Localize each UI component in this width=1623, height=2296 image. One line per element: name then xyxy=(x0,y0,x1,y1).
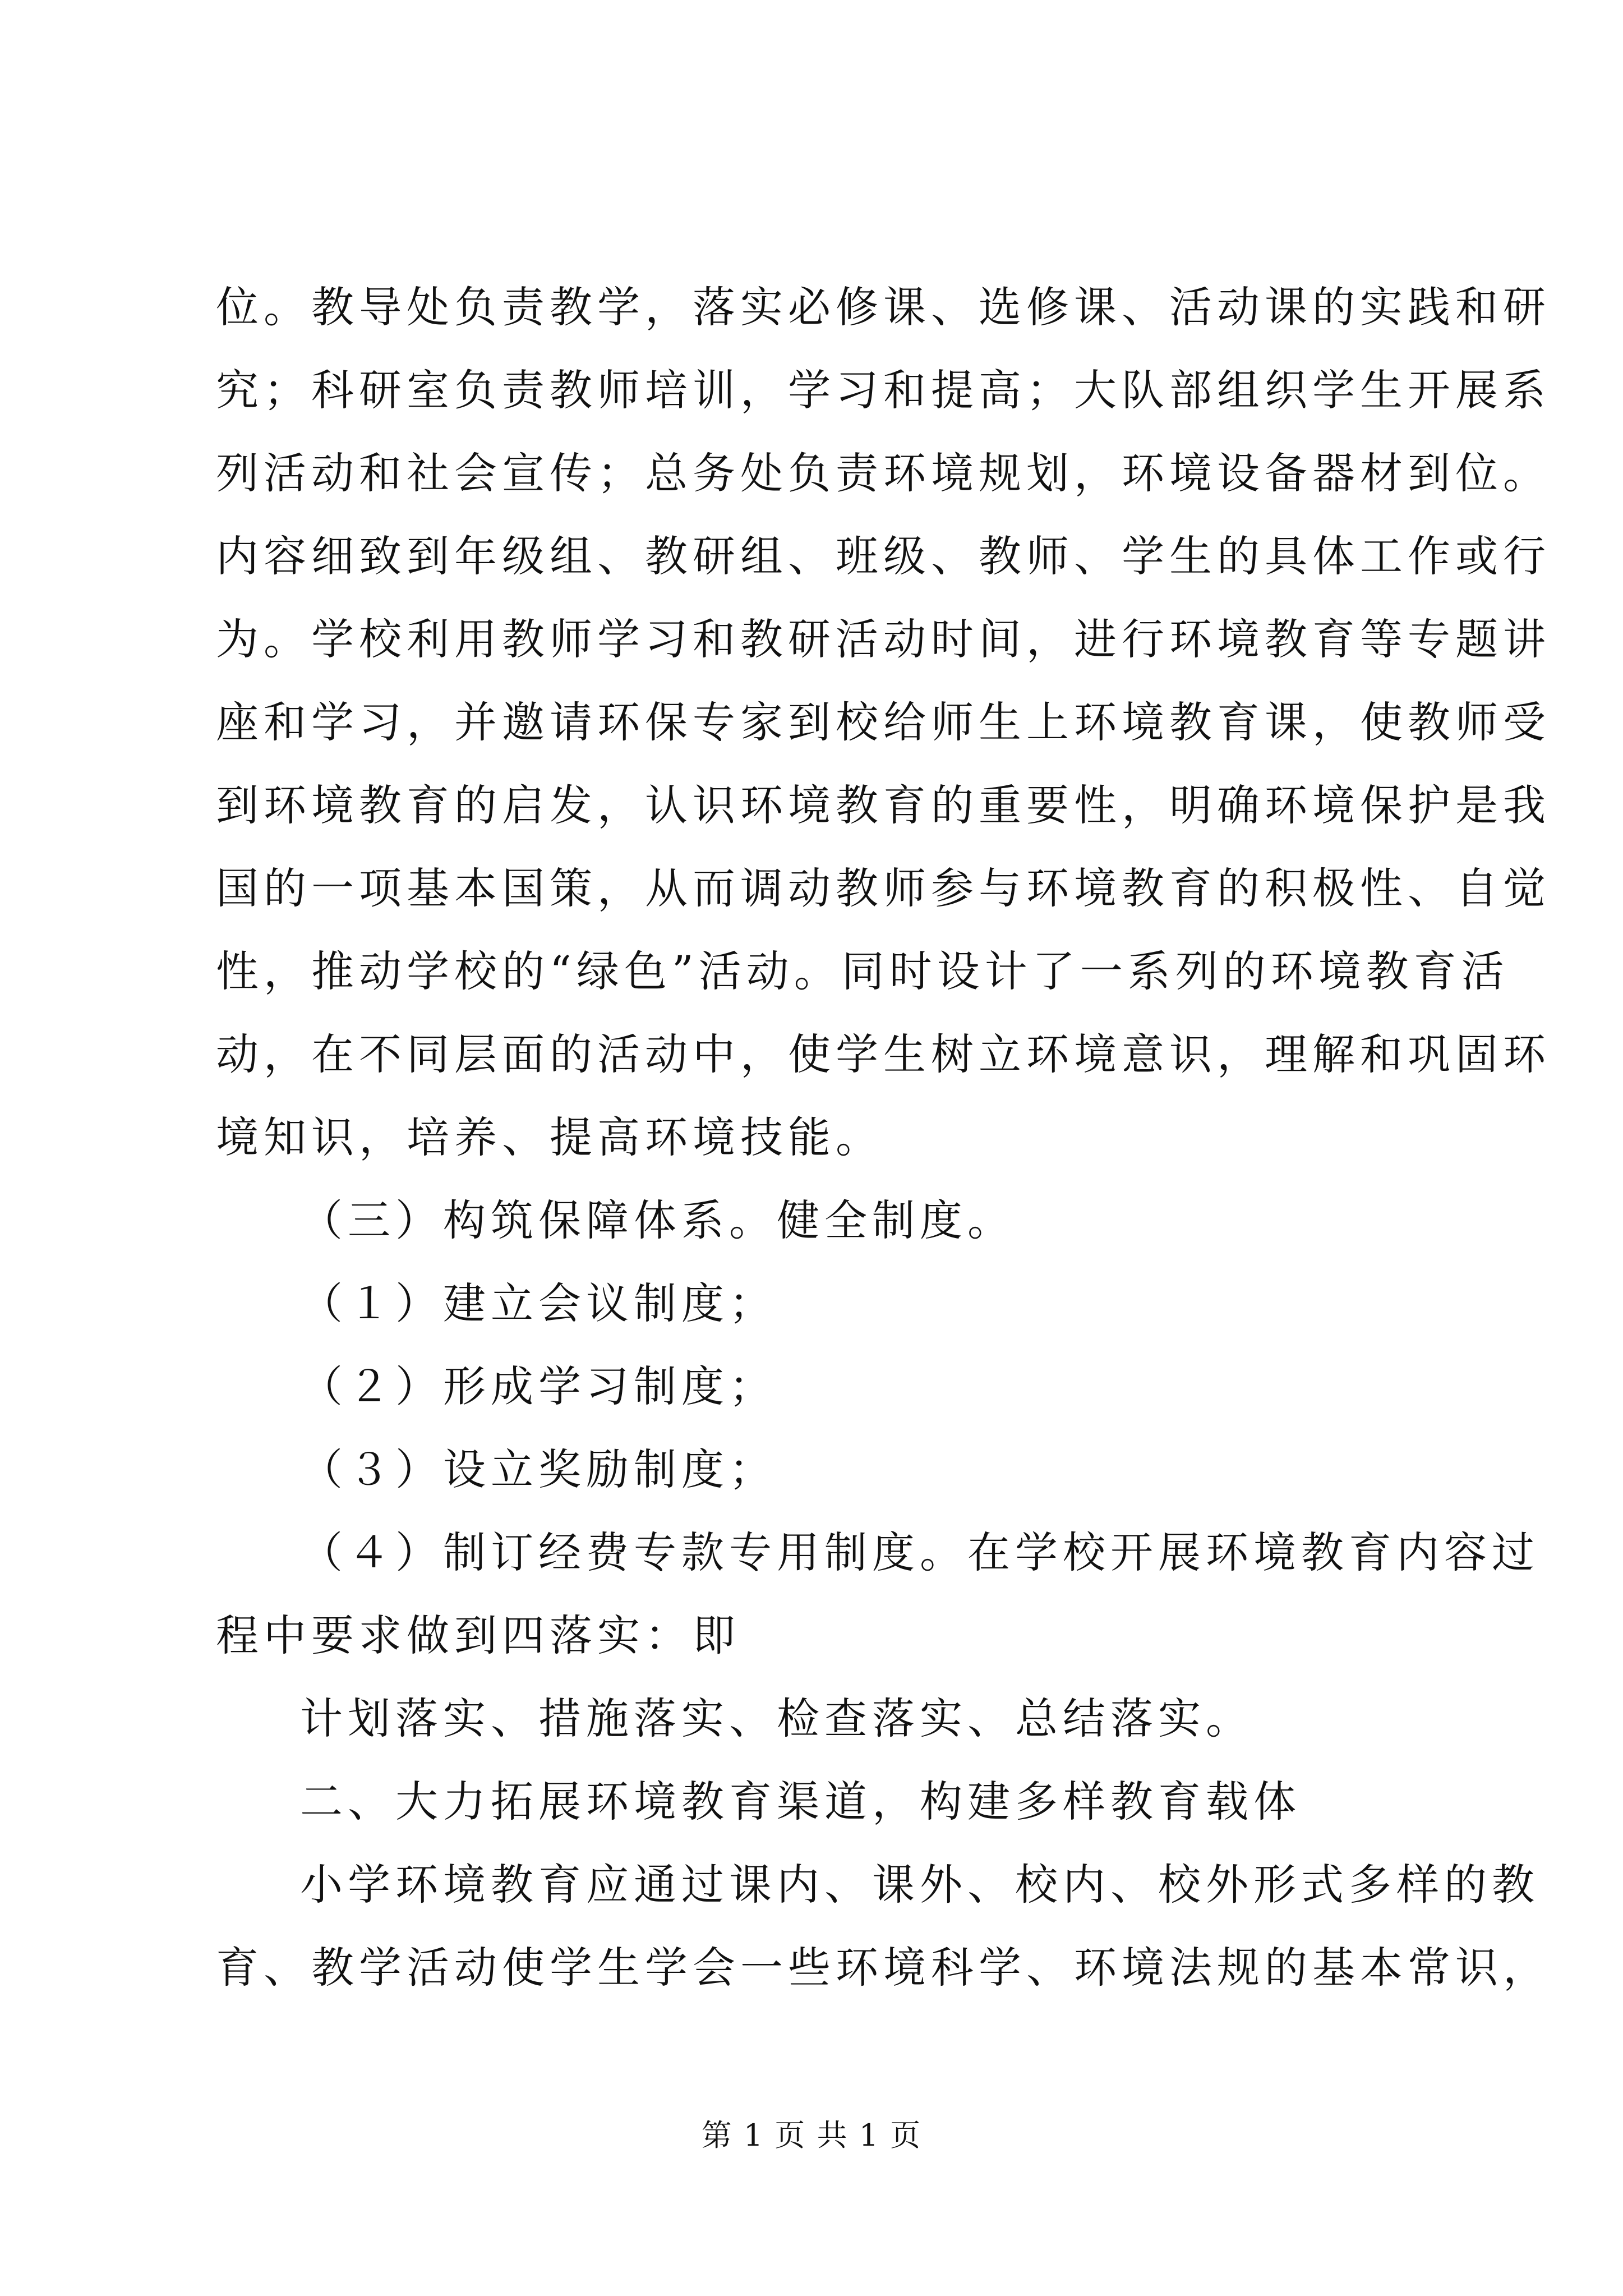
text-line: 座和学习，并邀请环保专家到校给师生上环境教育课，使教师受 xyxy=(216,697,1551,747)
text-line: 性，推动学校的“绿色”活动。同时设计了一系列的环境教育活 xyxy=(216,946,1509,996)
text-line: 究；科研室负责教师培训，学习和提高；大队部组织学生开展系 xyxy=(216,365,1551,415)
section-heading: （三）构筑保障体系。健全制度。 xyxy=(300,1195,1015,1245)
text-line: 位。教导处负责教学，落实必修课、选修课、活动课的实践和研 xyxy=(216,282,1551,332)
text-line: 程中要求做到四落实：即 xyxy=(216,1611,740,1660)
list-item: （３）设立奖励制度； xyxy=(300,1444,777,1494)
list-item: （２）形成学习制度； xyxy=(300,1361,777,1411)
text-line: 国的一项基本国策，从而调动教师参与环境教育的积极性、自觉 xyxy=(216,863,1551,913)
text-line: 计划落实、措施落实、检查落实、总结落实。 xyxy=(300,1694,1253,1743)
list-item: （１）建立会议制度； xyxy=(300,1278,777,1328)
text-line: 小学环境教育应通过课内、课外、校内、校外形式多样的教 xyxy=(300,1860,1539,1910)
section-heading: 二、大力拓展环境教育渠道，构建多样教育载体 xyxy=(300,1777,1301,1826)
text-line: 内容细致到年级组、教研组、班级、教师、学生的具体工作或行 xyxy=(216,531,1551,581)
text-line: 列活动和社会宣传；总务处负责环境规划，环境设备器材到位。 xyxy=(216,448,1551,498)
list-item: （４）制订经费专款专用制度。在学校开展环境教育内容过 xyxy=(300,1527,1539,1577)
text-line: 到环境教育的启发，认识环境教育的重要性，明确环境保护是我 xyxy=(216,780,1551,830)
text-line: 动，在不同层面的活动中，使学生树立环境意识，理解和巩固环 xyxy=(216,1029,1551,1079)
text-line: 境知识，培养、提高环境技能。 xyxy=(216,1112,883,1162)
text-line: 为。学校利用教师学习和教研活动时间，进行环境教育等专题讲 xyxy=(216,614,1551,664)
text-line: 育、教学活动使学生学会一些环境科学、环境法规的基本常识， xyxy=(216,1943,1551,1993)
page-footer: 第 1 页 共 1 页 xyxy=(701,2118,922,2153)
